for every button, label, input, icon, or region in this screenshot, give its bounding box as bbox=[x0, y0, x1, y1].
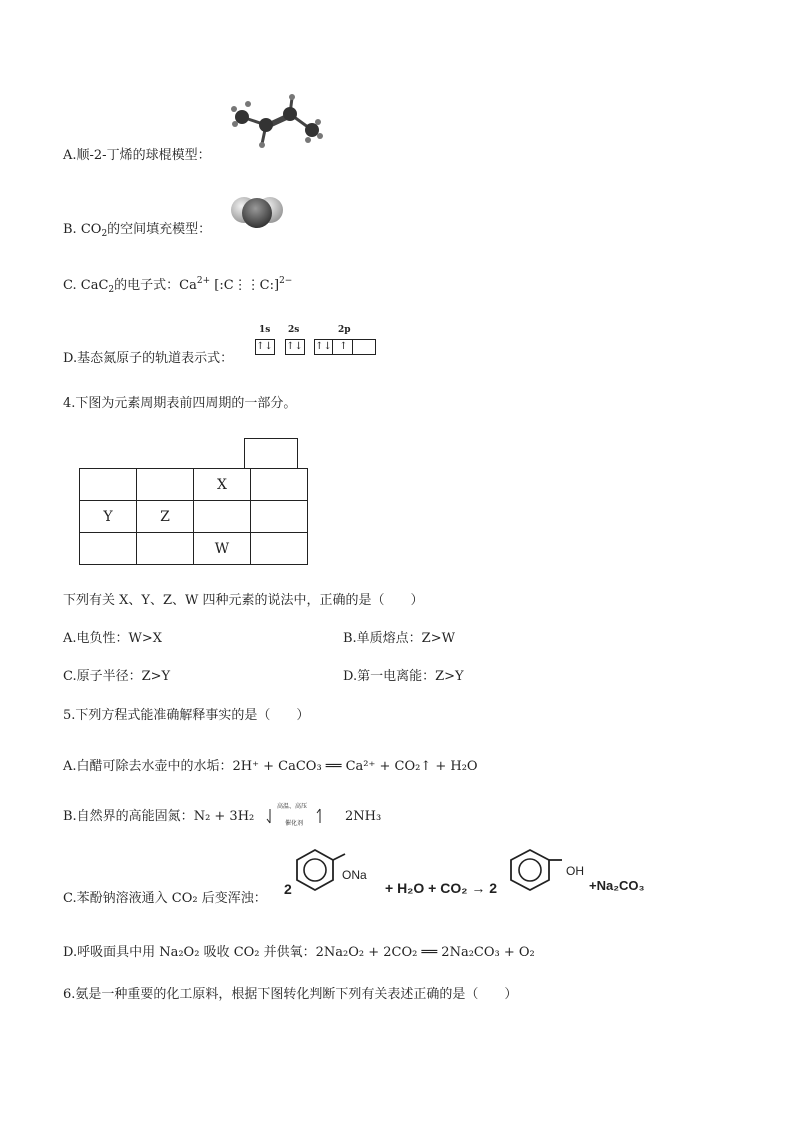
option-5b-label: B.自然界的高能固氮： bbox=[63, 809, 194, 824]
reaction-condition-bottom: 催化剂 bbox=[285, 820, 304, 827]
orbital-box-2s bbox=[285, 339, 305, 355]
cell-r1c4 bbox=[251, 469, 308, 501]
option-3c-charge-anion: 2− bbox=[279, 276, 293, 286]
option-3c-charge-ca: 2+ bbox=[196, 276, 211, 286]
cell-y: Y bbox=[80, 501, 137, 533]
option-5c-coefficient-1: 2 bbox=[284, 881, 292, 897]
orbital-label-2p: 2p bbox=[338, 325, 351, 335]
option-5d-label: D.呼吸面具中用 Na₂O₂ 吸收 CO₂ 并供氧： bbox=[63, 945, 316, 960]
question-4-prompt: 下列有关 X、Y、Z、W 四种元素的说法中，正确的是（ ） bbox=[63, 593, 424, 608]
option-5b-reactants: N₂ + 3H₂ bbox=[193, 809, 255, 824]
option-3b-prefix: B. CO bbox=[63, 222, 102, 237]
option-5b-products: 2NH₃ bbox=[345, 809, 382, 824]
option-3b-sub: 2 bbox=[101, 229, 108, 239]
option-3c bbox=[63, 272, 292, 299]
option-5c-middle: + H₂O + CO₂ → 2 bbox=[385, 880, 498, 896]
option-4d: D.第一电离能：Z>Y bbox=[343, 669, 464, 684]
option-3c-formula: [:C⋮⋮C:] bbox=[214, 278, 280, 293]
option-4c: C.原子半径：Z>Y bbox=[63, 669, 171, 684]
cell-r3c4 bbox=[251, 533, 308, 565]
table-top-cell bbox=[244, 438, 298, 468]
option-3c-prefix: C. CaC bbox=[63, 278, 109, 293]
option-4a: A.电负性：W>X bbox=[63, 631, 163, 646]
cell-r1c1 bbox=[80, 469, 137, 501]
option-4b: B.单质熔点：Z>W bbox=[343, 631, 455, 646]
option-3b bbox=[63, 221, 211, 243]
option-3a bbox=[63, 147, 211, 165]
option-5a bbox=[63, 758, 478, 776]
option-5c-label: C.苯酚钠溶液通入 CO₂ 后变浑浊： bbox=[63, 891, 267, 906]
orbital-2p-cell-3 bbox=[355, 340, 372, 354]
option-3b-suffix: 的空间填充模型： bbox=[107, 222, 212, 237]
question-5-stem: 5.下列方程式能准确解释事实的是（ ） bbox=[63, 708, 310, 723]
option-3d-text: D.基态氮原子的轨道表示式： bbox=[63, 351, 234, 366]
option-5b bbox=[63, 808, 254, 826]
option-5c-tail: +Na₂CO₃ bbox=[589, 878, 645, 893]
option-5a-equation: 2H⁺ + CaCO₃ ══ Ca²⁺ + CO₂↑ + H₂O bbox=[232, 759, 478, 774]
cell-z: Z bbox=[137, 501, 194, 533]
question-4-stem: 4.下图为元素周期表前四周期的一部分。 bbox=[63, 396, 297, 411]
orbital-box-2p bbox=[314, 339, 376, 355]
orbital-2s-arrows: ↑↓ bbox=[286, 341, 303, 352]
cell-r1c2 bbox=[137, 469, 194, 501]
cell-r3c1 bbox=[80, 533, 137, 565]
orbital-label-1s: 1s bbox=[259, 325, 271, 335]
option-3c-mid: 的电子式：Ca bbox=[114, 278, 197, 293]
option-3c-sub: 2 bbox=[108, 285, 115, 295]
phenol-substituent: OH bbox=[566, 864, 584, 878]
cell-r2c3 bbox=[194, 501, 251, 533]
cell-r2c4 bbox=[251, 501, 308, 533]
orbital-2p-cell-2: ↑ bbox=[335, 340, 353, 354]
cell-r3c2 bbox=[137, 533, 194, 565]
orbital-box-1s bbox=[255, 339, 275, 355]
option-5a-label: A.白醋可除去水壶中的水垢： bbox=[63, 759, 233, 774]
question-6-stem: 6.氨是一种重要的化工原料，根据下图转化判断下列有关表述正确的是（ ） bbox=[63, 987, 518, 1002]
phenoxide-substituent: ONa bbox=[342, 868, 367, 882]
cell-x: X bbox=[194, 469, 251, 501]
butene-ball-stick-model bbox=[222, 92, 326, 154]
orbital-2p-cell-1: ↑↓ bbox=[315, 341, 332, 352]
phenol-ring-icon bbox=[506, 846, 572, 898]
option-5d-equation: 2Na₂O₂ + 2CO₂ ══ 2Na₂CO₃ + O₂ bbox=[315, 945, 535, 960]
option-3d bbox=[63, 350, 233, 368]
co2-space-filling-model bbox=[230, 190, 284, 234]
orbital-label-2s: 2s bbox=[288, 325, 300, 335]
periodic-table-grid bbox=[79, 468, 308, 565]
reaction-condition-top: 高温、高压 bbox=[277, 803, 308, 810]
orbital-1s-arrows: ↑↓ bbox=[256, 341, 273, 352]
option-5d bbox=[63, 944, 535, 962]
cell-w: W bbox=[194, 533, 251, 565]
option-3a-text: A.顺-2-丁烯的球棍模型： bbox=[63, 148, 211, 163]
